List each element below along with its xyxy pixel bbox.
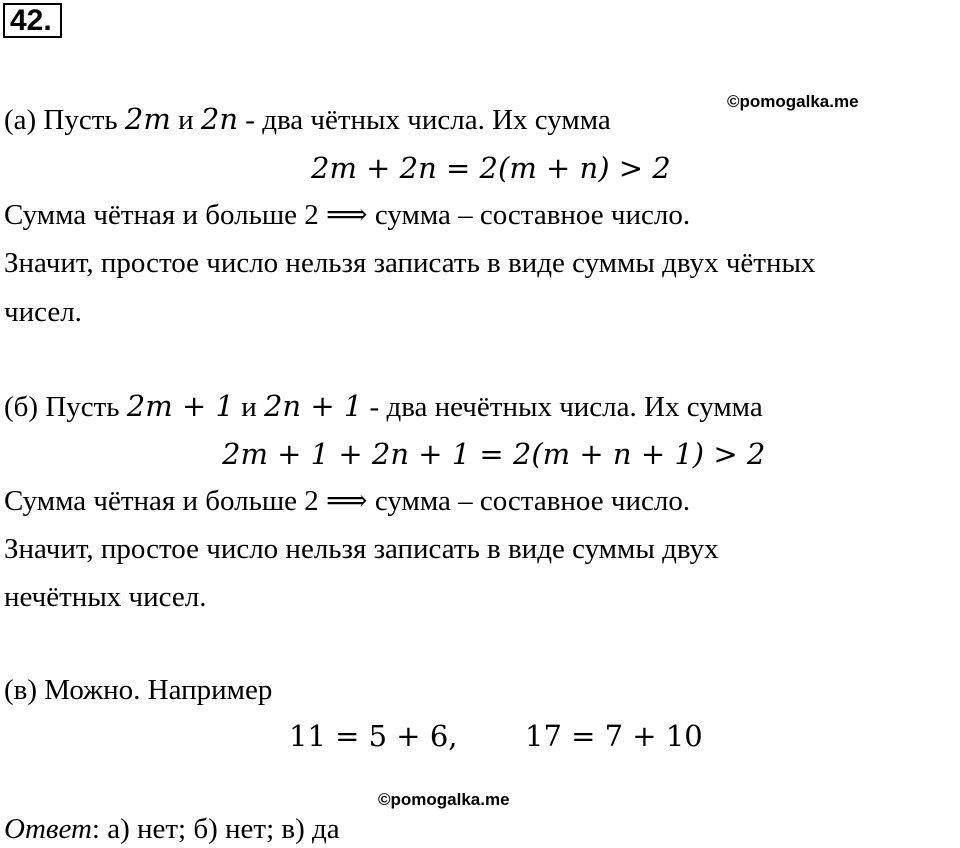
watermark-bottom: ©pomogalka.me <box>378 790 510 809</box>
implies-icon: ⟹ <box>326 485 368 517</box>
part-a-intro <box>4 102 611 137</box>
part-b-intro-suffix: - два нечётных числа. Их сумма <box>362 391 763 423</box>
part-b-line3: Значит, простое число нельзя записать в виде суммы двух <box>4 533 719 565</box>
part-a-var1: 2m <box>124 102 171 136</box>
answer-label: Ответ <box>4 813 92 845</box>
part-a-formula: 2m + 2n = 2(m + n) > 2 <box>311 151 671 185</box>
part-a-intro-suffix: - два чётных числа. Их сумма <box>238 104 611 136</box>
part-b-intro <box>4 389 763 424</box>
part-b-line2-prefix: Сумма чётная и больше 2 <box>4 485 319 517</box>
part-b-conj: и <box>233 391 264 423</box>
part-b-formula: 2m + 1 + 2n + 1 = 2(m + n + 1) > 2 <box>222 437 766 471</box>
part-a-line2-prefix: Сумма чётная и больше 2 <box>4 199 319 231</box>
part-a-conj: и <box>170 104 201 136</box>
answer-line <box>4 812 340 846</box>
part-a-var2: 2n <box>200 102 239 136</box>
part-b-line2 <box>4 484 690 518</box>
part-a-line2-suffix: сумма – составное число. <box>374 199 691 231</box>
part-b-var2: 2n + 1 <box>263 389 363 423</box>
part-b-line2-suffix: сумма – составное число. <box>374 485 691 517</box>
part-c-example2: 17 = 7 + 10 <box>525 719 703 753</box>
answer-text: : а) нет; б) нет; в) да <box>91 813 340 845</box>
problem-number: 42. <box>3 3 62 38</box>
part-c-example1: 11 = 5 + 6, <box>289 719 458 753</box>
part-a-intro-prefix: (а) Пусть <box>4 104 125 136</box>
part-a-line4: чисел. <box>4 296 82 328</box>
part-a-line3: Значит, простое число нельзя записать в виде суммы двух чётных <box>4 247 816 279</box>
part-b-var1: 2m + 1 <box>126 389 234 423</box>
part-a-line2 <box>4 198 690 232</box>
watermark-top: ©pomogalka.me <box>727 92 859 111</box>
part-b-line4: нечётных чисел. <box>4 581 207 613</box>
part-c-intro: (в) Можно. Например <box>4 674 273 706</box>
implies-icon: ⟹ <box>326 199 368 231</box>
part-b-intro-prefix: (б) Пусть <box>4 391 127 423</box>
